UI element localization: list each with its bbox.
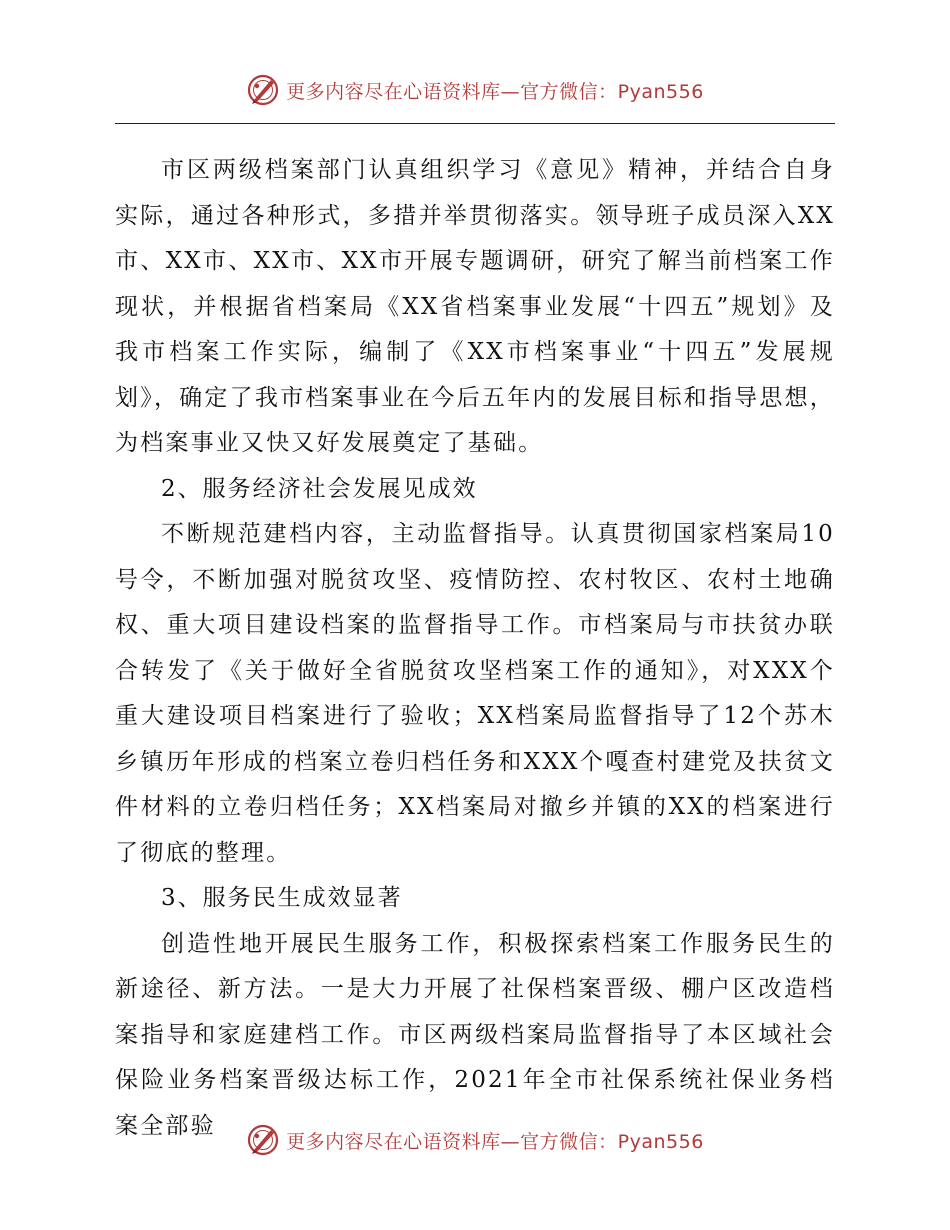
section-heading: 3、服务民生成效显著: [161, 885, 403, 911]
footer-banner: [0, 1120, 950, 1160]
pen-seal-logo-icon: [246, 1123, 280, 1157]
document-body: [115, 148, 835, 1149]
header-banner-text: 更多内容尽在心语资料库—官方微信：Pyan556: [286, 80, 704, 103]
pen-seal-logo-icon: [246, 73, 280, 107]
section-heading: 2、服务经济社会发展见成效: [161, 475, 478, 502]
body-paragraph: 不断规范建档内容，主动监督指导。认真贯彻国家档案局10号令，不断加强对脱贫攻坚、疫情防控、农村牧区、农村土地确权、重大项目建设档案的监督指导工作。市档案局与市扶贫办联合转发了《关于做好全省脱贫攻坚档案工作的通知》，对XXX个重大建设项目档案进行了验收；XX档案局监督指导了12个苏木乡镇历年形成的档案立卷归档任务和XXX个嘎查村建党及扶贫文件材料的立卷归档任务；XX档案局对撤乡并镇的XX的档案进行了彻底的整理。: [115, 521, 835, 866]
body-paragraph: 市区两级档案部门认真组织学习《意见》精神，并结合自身实际，通过各种形式，多措并举贯彻落实。领导班子成员深入XX市、XX市、XX市、XX市开展专题调研，研究了解当前档案工作现状，并根据省档案局《XX省档案事业发展“十四五”规划》及我市档案工作实际，编制了《XX市档案事业“十四五”发展规划》，确定了我市档案事业在今后五年内的发展目标和指导思想，为档案事业又快又好发展奠定了基础。: [115, 157, 835, 456]
body-paragraph: 创造性地开展民生服务工作，积极探索档案工作服务民生的新途径、新方法。一是大力开展了社保档案晋级、棚户区改造档案指导和家庭建档工作。市区两级档案局监督指导了本区域社会保险业务档案晋级达标工作，2021年全市社保系统社保业务档案全部验: [115, 930, 835, 1139]
footer-banner-text: 更多内容尽在心语资料库—官方微信：Pyan556: [286, 1130, 704, 1153]
header-divider: [115, 123, 835, 124]
header-banner: [0, 70, 950, 110]
